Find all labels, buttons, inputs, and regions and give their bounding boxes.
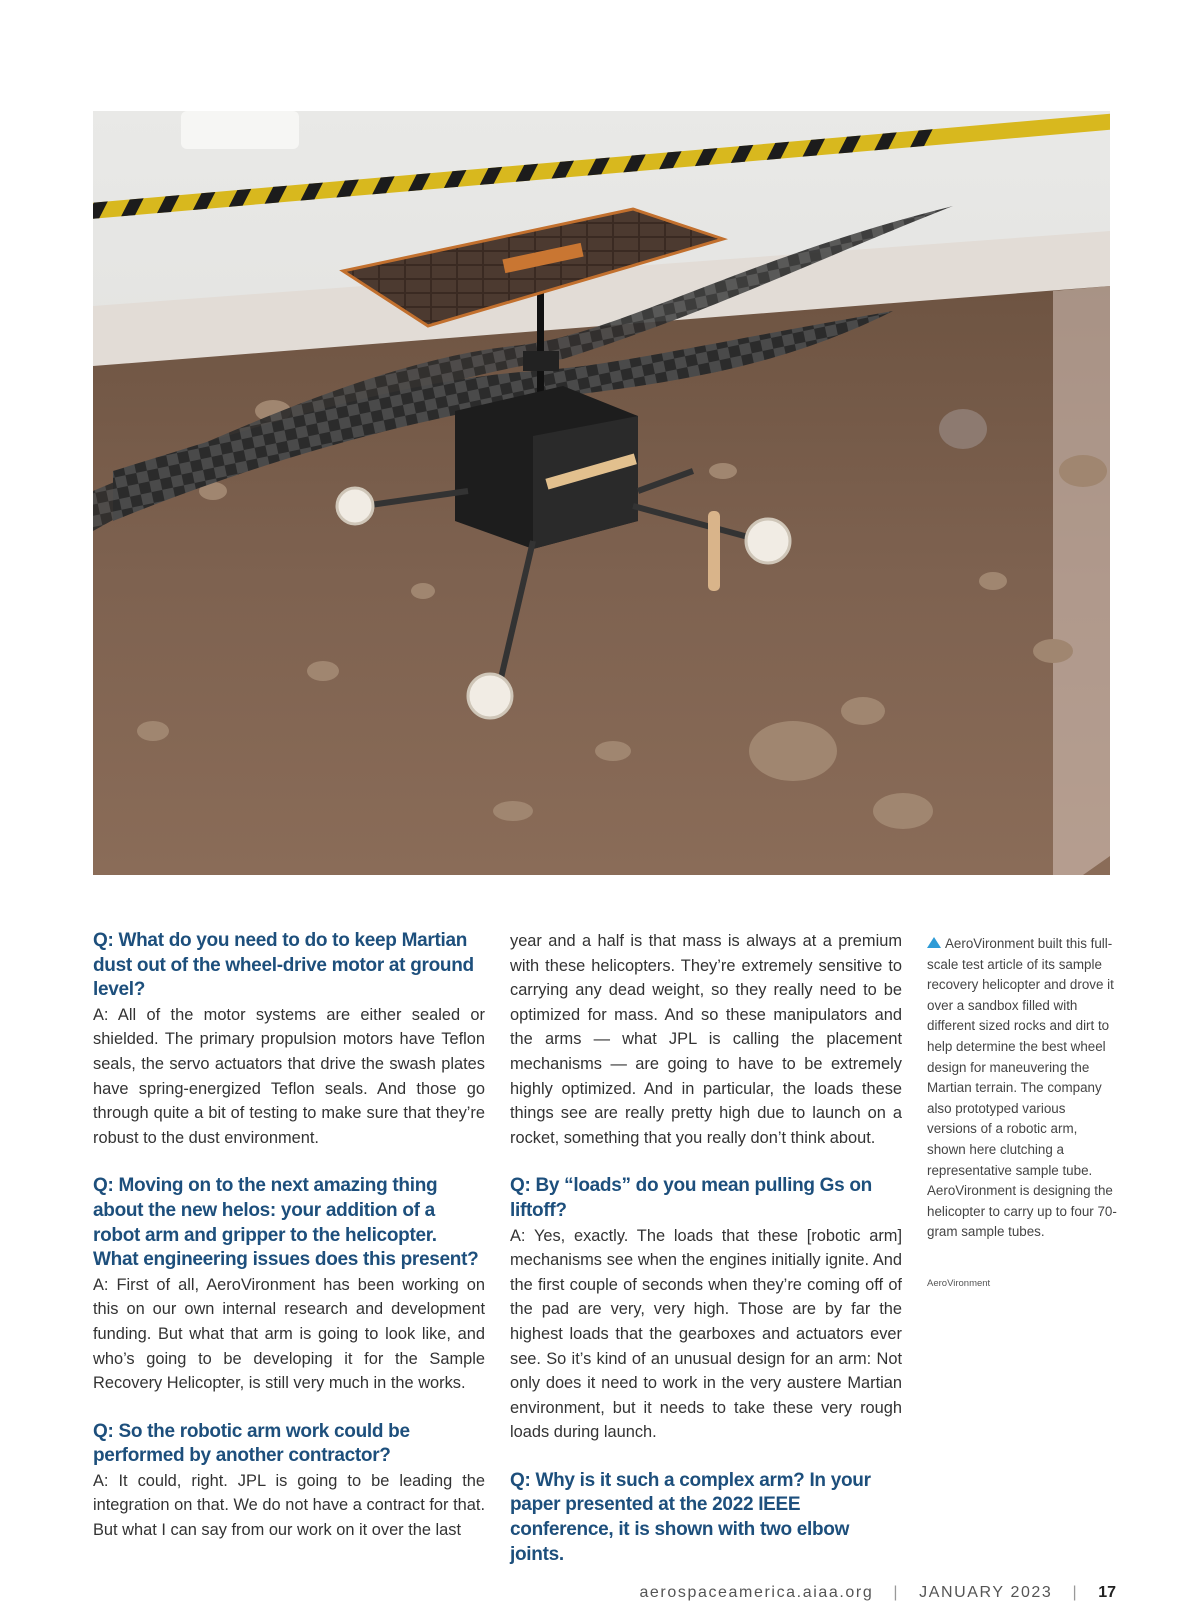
caption-text: AeroVironment built this full-scale test article of its sample recovery helicopter and drove it over a sandbox filled with different sized rocks and dirt to help determine the best wheel design for maneuvering the Martian terrain. The company also prototyped various versions of a robotic arm, shown here clutching a representative sample tube. AeroVironment is designing the helicopter to carry up to four 70-gram sample tubes.: [927, 936, 1117, 1240]
footer-divider: |: [1072, 1584, 1079, 1601]
article-column-1: [93, 929, 485, 1543]
helicopter-photo: [93, 111, 1110, 875]
question-3: Q: So the robotic arm work could be performed by another contractor?: [93, 1420, 410, 1467]
page-number: 17: [1098, 1584, 1116, 1601]
photo-caption: [927, 934, 1117, 1243]
question-4: Q: By “loads” do you mean pulling Gs on liftoff?: [510, 1175, 872, 1221]
article-column-2: [510, 929, 902, 1567]
answer-2: A: First of all, AeroVironment has been working on this on our own internal research and development funding. But what that arm is going to look like, and who’s going to be developing it for the Sample Recovery Helicopter, is still very much in the works.: [93, 1275, 485, 1393]
answer-1: A: All of the motor systems are either sealed or shielded. The primary propulsion motors have Teflon seals, the servo actuators that drive the swash plates have spring-energized Teflon seals. And those go through quite a bit of testing to make sure that they’re robust to the dust environment.: [93, 1005, 485, 1147]
footer-date: JANUARY 2023: [919, 1584, 1053, 1601]
answer-3: A: It could, right. JPL is going to be leading the integration on that. We do not have a contract for that. But what I can say from our work on it over the last: [93, 1471, 485, 1540]
page-footer: [639, 1584, 1116, 1602]
footer-divider: |: [893, 1584, 900, 1601]
question-2: Q: Moving on to the next amazing thing about the new helos: your addition of a robot arm and gripper to the helicopter. What engineering issues does this present?: [93, 1175, 479, 1271]
question-1: Q: What do you need to do to keep Martian dust out of the wheel-drive motor at ground level?: [93, 930, 474, 1001]
footer-site: aerospaceamerica.aiaa.org: [639, 1584, 874, 1601]
answer-4: A: Yes, exactly. The loads that these [robotic arm] mechanisms see when the engines initially ignite. And the first couple of seconds when they’re coming off of the pad are very, very high. Those are by far the highest loads that the gearboxes and actuators ever see. So it’s kind of an unusual design for an arm: Not only does it need to work in the very austere Martian environment, but it needs to take these very rough loads during launch.: [510, 1226, 902, 1442]
photo-credit: AeroVironment: [927, 1278, 991, 1289]
question-5: Q: Why is it such a complex arm? In your paper presented at the 2022 IEEE conference, it is shown with two elbow joints.: [510, 1469, 871, 1565]
caption-triangle-icon: [927, 937, 941, 948]
answer-3-continued: year and a half is that mass is always at a premium with these helicopters. They’re extremely sensitive to carrying any dead weight, so they really need to be optimized for mass. And so these manipulators and the arms — what JPL is calling the placement mechanisms — are going to have to be extremely highly optimized. And in particular, the loads these things see are really pretty high due to launch on a rocket, something that you really don’t think about.: [510, 932, 902, 1147]
